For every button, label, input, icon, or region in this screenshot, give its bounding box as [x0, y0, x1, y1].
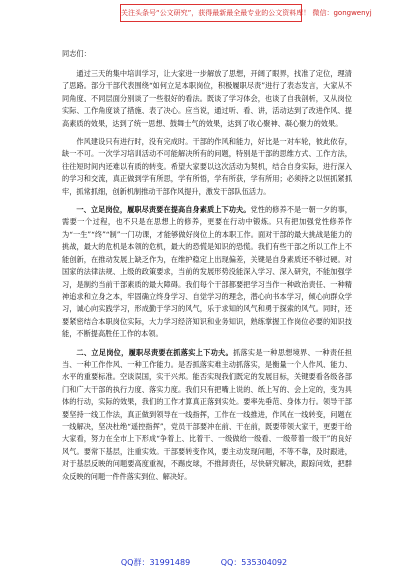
qq-group: QQ群：31991489 [120, 558, 191, 567]
salutation: 同志们： [62, 49, 91, 58]
section-two-heading: 二、立足岗位，履职尽责要在抓落实上下功夫。 [76, 347, 233, 357]
qq-contact: QQ：535304092 [220, 558, 288, 567]
promo-banner: 关注头条号“公文研究”，获得最新最全最专业的公文资料库！ 微信：gongwenyj [120, 4, 302, 22]
section-two-text: 抓落实是一种思想境界、一种责任担当、一种工作作风、一种工作能力。是否抓落实难主动抓落实，是衡量一个人作风、能力、水平的重要标准。空谈误国，实干兴邦。能否实现我们既定的发展目标，关键要看各级各部门和广大干部的执行力度、落实力度。我们只有把嘴上说的、纸上写的、会上定的，变为具体的行动，实际的效果，我们的工作才算真正落到实处。要率先垂范、身体力行。领导干部要坚持一线工作法，真正做到领导在一线指挥，工作在一线推进，作风在一线转变，问题在一线解决，坚决杜绝“遥控指挥”，党员干部要冲在前、干在前，既要带领大家干，更要干给大家看，努力在全市上下形成“争着上、比着干、一级做给一级看、一级带着一级干”的良好风气。要常下基层，注重实效。干部要转变作风，要主动发现问题，不等不靠，及时跟进，对于基层反映的问题要高度重视，不踢皮球，不推卸责任，尽快研究解决，跟踪问效，把群众反映的问题一件件落实到位、解决好。 [62, 347, 352, 481]
section-one-heading: 一、立足岗位，履职尽责要在提高自身素质上下功夫。 [76, 205, 251, 215]
paragraph-work-style: 作风建设只有进行时，没有完成时。干部的作风和能力，好比是一对车轮，彼此依存，缺一不可。一次学习培训活动不可能解决所有的问题，特别是干部的思维方式、工作方法，往往短时间内还难以有质的转变。希望大家要以这次活动为契机，结合自身实际，进行深入的学习和交流，真正做到学有所思，学有所悟，学有所获，学有所用；必须持之以恒抓紧抓牢，抓常抓细，创新机制推动干部作风提升，激发干部队伍活力。 [62, 137, 352, 196]
paragraph-intro: 通过三天的集中培训学习，让大家进一步解放了思想，开阔了眼界，找准了定位，理清了思路。部分干部代表围绕“如何立足本职岗位，积极履职尽责”进行了表态发言，大家从不同角度、不同层面分别谈了一些很好的看法。既谈了学习体会，也谈了自我剖析，又从岗位实际、工作角度谈了措施、表了决心。应当说，通过听、看、讲，活动达到了改进作风、提高素质的效果，达到了统一思想、鼓舞士气的效果，达到了收心聚神、凝心聚力的效果。 [62, 69, 352, 128]
paragraph-section-one [62, 204, 352, 340]
section-one-text: 党性的修养不是一朝一夕的事，需要一个过程，也不只是在思想上的修养，更要在行动中锻炼。只有把加强党性修养作为“一生”“终”“制”一门功课，才能够做好岗位上的本职工作。面对干部的最大挑战是能力的挑战，最大的危机是本领的危机，最大的恐慌是知识的恐慌。我们有些干部之所以工作上不能创新，在推动发展上缺乏作为，在维护稳定上出现偏差，关键是自身素质还不够过硬。对国家的法律法规、上级的政策要求，当前的发展形势没能深入学习、深入研究，不能加强学习，是制约当前干部素质的最大障碍。我们每个干部都要把学习当作一种政治责任、一种精神追求和立身之本，牢固确立终身学习、自觉学习的理念，潜心向书本学习，倾心向群众学习，诚心向实践学习，形成勤于学习的风气，乐于求知的风气和勇于探索的风气。同时，还要紧密结合本职岗位实际，大力学习经济知识和业务知识，熟练掌握工作岗位必要的知识技能，不断提高胜任工作的本领。 [62, 205, 352, 339]
paragraph-section-two [62, 347, 352, 483]
page-footer [0, 557, 408, 568]
document-body [62, 30, 352, 489]
